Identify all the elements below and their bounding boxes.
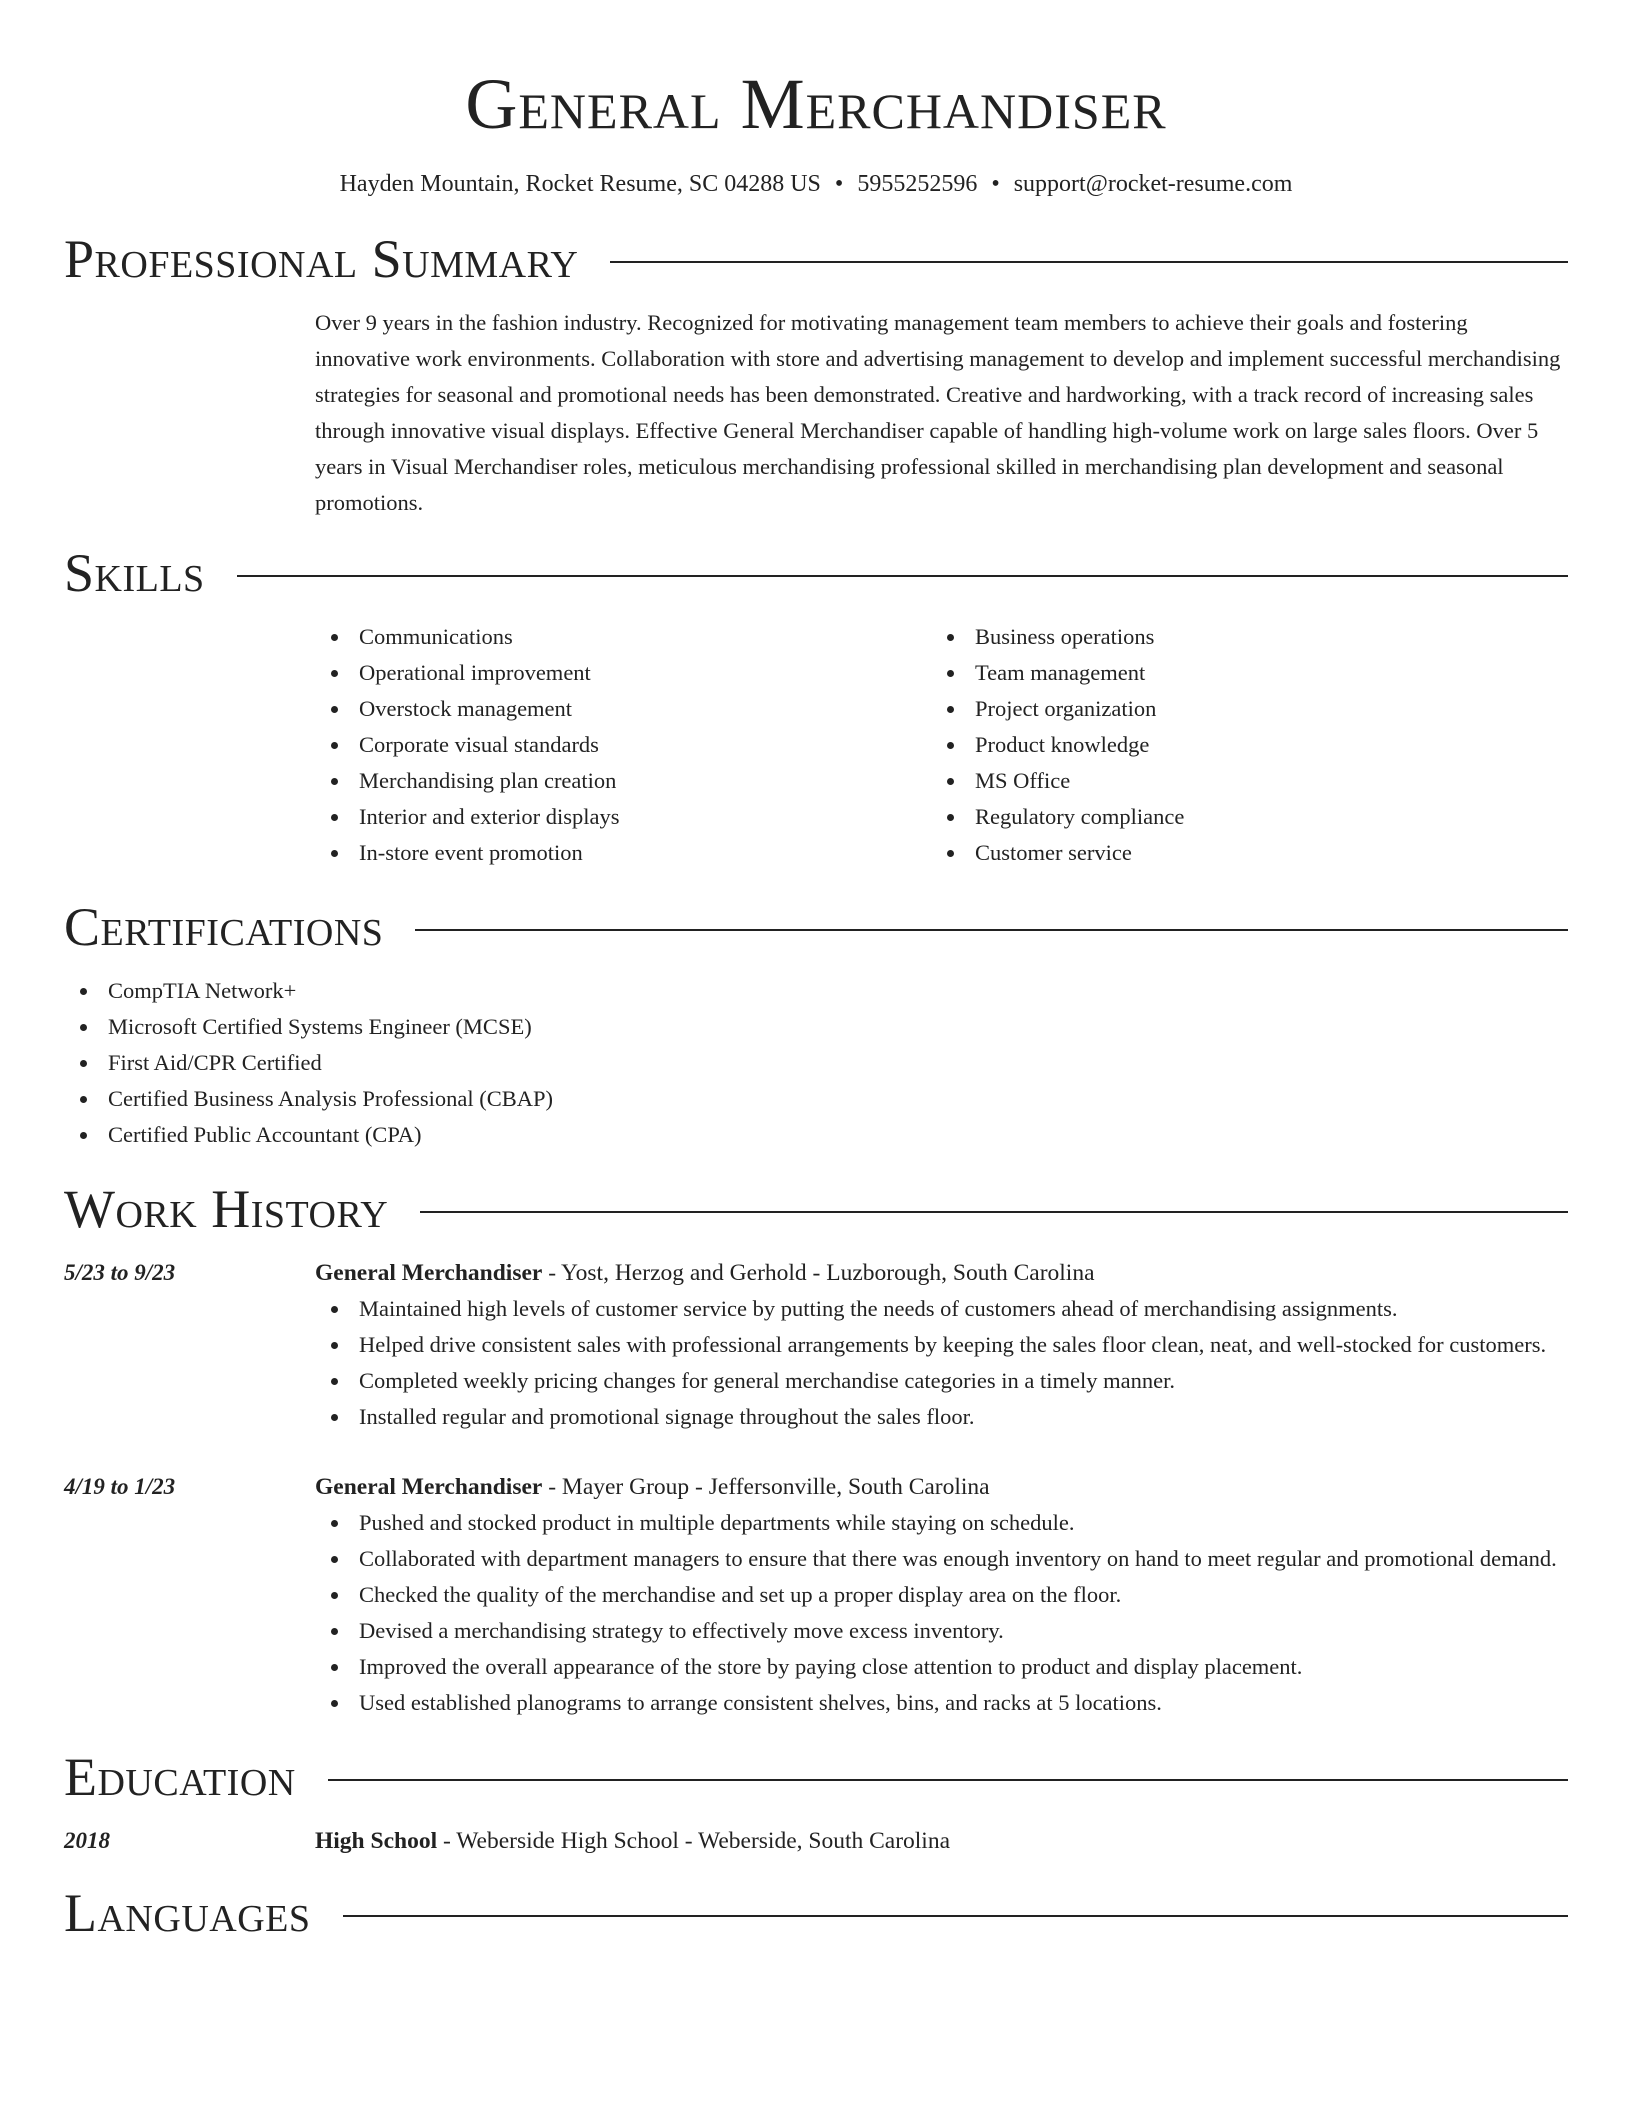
certification-item: Certified Business Analysis Professional (CBAP) <box>64 1081 1568 1117</box>
job-bullets <box>315 1291 1568 1435</box>
summary-title: Professional Summary <box>64 229 579 289</box>
education-year: 2018 <box>64 1828 110 1853</box>
job-role: General Merchandiser <box>315 1260 543 1286</box>
skill-item: Business operations <box>931 619 1547 655</box>
job-employer: - Yost, Herzog and Gerhold - Luzborough, South Carolina <box>542 1260 1095 1286</box>
certifications-heading <box>64 895 1568 959</box>
skill-item: Communications <box>315 619 931 655</box>
candidate-name: General Merchandiser <box>465 64 1167 144</box>
skills-heading <box>64 541 1568 605</box>
education-school: - Weberside High School - Weberside, South Carolina <box>437 1828 951 1854</box>
skill-item: Regulatory compliance <box>931 799 1547 835</box>
contact-email[interactable]: support@rocket-resume.com <box>1013 171 1293 197</box>
job-bullet: Pushed and stocked product in multiple departments while staying on schedule. <box>315 1505 1568 1541</box>
job-bullet: Checked the quality of the merchandise and set up a proper display area on the floor. <box>315 1577 1568 1613</box>
skill-item: Project organization <box>931 691 1547 727</box>
summary-heading <box>64 227 1568 291</box>
job-heading <box>315 1255 1568 1291</box>
job-bullet: Helped drive consistent sales with professional arrangements by keeping the sales floor clean, neat, and well-stocked for customers. <box>315 1327 1568 1363</box>
job-bullet: Completed weekly pricing changes for general merchandise categories in a timely manner. <box>315 1363 1568 1399</box>
certification-item: CompTIA Network+ <box>64 973 1568 1009</box>
job-entry <box>64 1469 1568 1721</box>
contact-line <box>64 168 1568 200</box>
work-history-heading <box>64 1177 1568 1241</box>
education-entry <box>64 1823 1568 1859</box>
section-divider <box>610 261 1568 263</box>
job-bullets <box>315 1505 1568 1721</box>
skill-item: Interior and exterior displays <box>315 799 931 835</box>
skills-list-left <box>315 619 931 871</box>
skill-item: MS Office <box>931 763 1547 799</box>
job-bullet: Used established planograms to arrange consistent shelves, bins, and racks at 5 locations. <box>315 1685 1568 1721</box>
certification-item: Microsoft Certified Systems Engineer (MCSE) <box>64 1009 1568 1045</box>
languages-title: Languages <box>64 1883 311 1943</box>
section-divider <box>343 1915 1569 1917</box>
education-heading <box>64 1745 1568 1809</box>
skill-item: Product knowledge <box>931 727 1547 763</box>
job-bullet: Collaborated with department managers to ensure that there was enough inventory on hand to meet regular and promotional demand. <box>315 1541 1568 1577</box>
skills-grid <box>315 619 1568 871</box>
languages-section <box>64 1881 1568 1945</box>
languages-heading <box>64 1881 1568 1945</box>
education-section <box>64 1745 1568 1859</box>
certification-item: First Aid/CPR Certified <box>64 1045 1568 1081</box>
work-history-title: Work History <box>64 1179 389 1239</box>
skill-item: Merchandising plan creation <box>315 763 931 799</box>
job-bullet: Installed regular and promotional signage throughout the sales floor. <box>315 1399 1568 1435</box>
job-bullet: Devised a merchandising strategy to effectively move excess inventory. <box>315 1613 1568 1649</box>
skills-list-right <box>931 619 1547 871</box>
resume-page <box>64 0 1568 1945</box>
skill-item: In-store event promotion <box>315 835 931 871</box>
skills-title: Skills <box>64 543 205 603</box>
section-divider <box>415 929 1568 931</box>
contact-separator: • <box>834 171 844 197</box>
certifications-list <box>64 973 1568 1153</box>
education-heading-line <box>315 1823 1568 1859</box>
job-employer: - Mayer Group - Jeffersonville, South Carolina <box>542 1474 990 1500</box>
job-content <box>315 1469 1568 1721</box>
summary-text: Over 9 years in the fashion industry. Recognized for motivating management team members to achieve their goals and fostering innovative work environments. Collaboration with store and advertising management to develop and implement successful merchandising strategies for seasonal and promotional needs has been demonstrated. Creative and hardworking, with a track record of increasing sales through innovative visual displays. Effective General Merchandiser capable of handling high-volume work on large sales floors. Over 5 years in Visual Merchandiser roles, meticulous merchandising professional skilled in merchandising plan development and seasonal promotions. <box>315 310 1561 515</box>
summary-section <box>64 227 1568 521</box>
job-bullet: Improved the overall appearance of the store by paying close attention to product and display placement. <box>315 1649 1568 1685</box>
skill-item: Corporate visual standards <box>315 727 931 763</box>
job-dates: 4/19 to 1/23 <box>64 1474 176 1499</box>
education-degree: High School <box>315 1828 438 1854</box>
contact-separator: • <box>991 171 1000 197</box>
certification-item: Certified Public Accountant (CPA) <box>64 1117 1568 1153</box>
skill-item: Team management <box>931 655 1547 691</box>
contact-phone: 5955252596 <box>857 171 978 197</box>
education-title: Education <box>64 1747 296 1807</box>
job-dates: 5/23 to 9/23 <box>64 1260 176 1285</box>
section-divider <box>420 1211 1568 1213</box>
job-heading <box>315 1469 1568 1505</box>
job-role: General Merchandiser <box>315 1474 543 1500</box>
certifications-section <box>64 895 1568 1153</box>
skill-item: Operational improvement <box>315 655 931 691</box>
skill-item: Customer service <box>931 835 1547 871</box>
job-content <box>315 1255 1568 1435</box>
skill-item: Overstock management <box>315 691 931 727</box>
contact-address: Hayden Mountain, Rocket Resume, SC 04288 US <box>339 171 821 197</box>
section-divider <box>237 575 1568 577</box>
job-bullet: Maintained high levels of customer service by putting the needs of customers ahead of merchandising assignments. <box>315 1291 1568 1327</box>
certifications-title: Certifications <box>64 897 384 957</box>
job-entry <box>64 1255 1568 1435</box>
work-history-section <box>64 1177 1568 1721</box>
section-divider <box>328 1779 1568 1781</box>
skills-section <box>64 541 1568 871</box>
